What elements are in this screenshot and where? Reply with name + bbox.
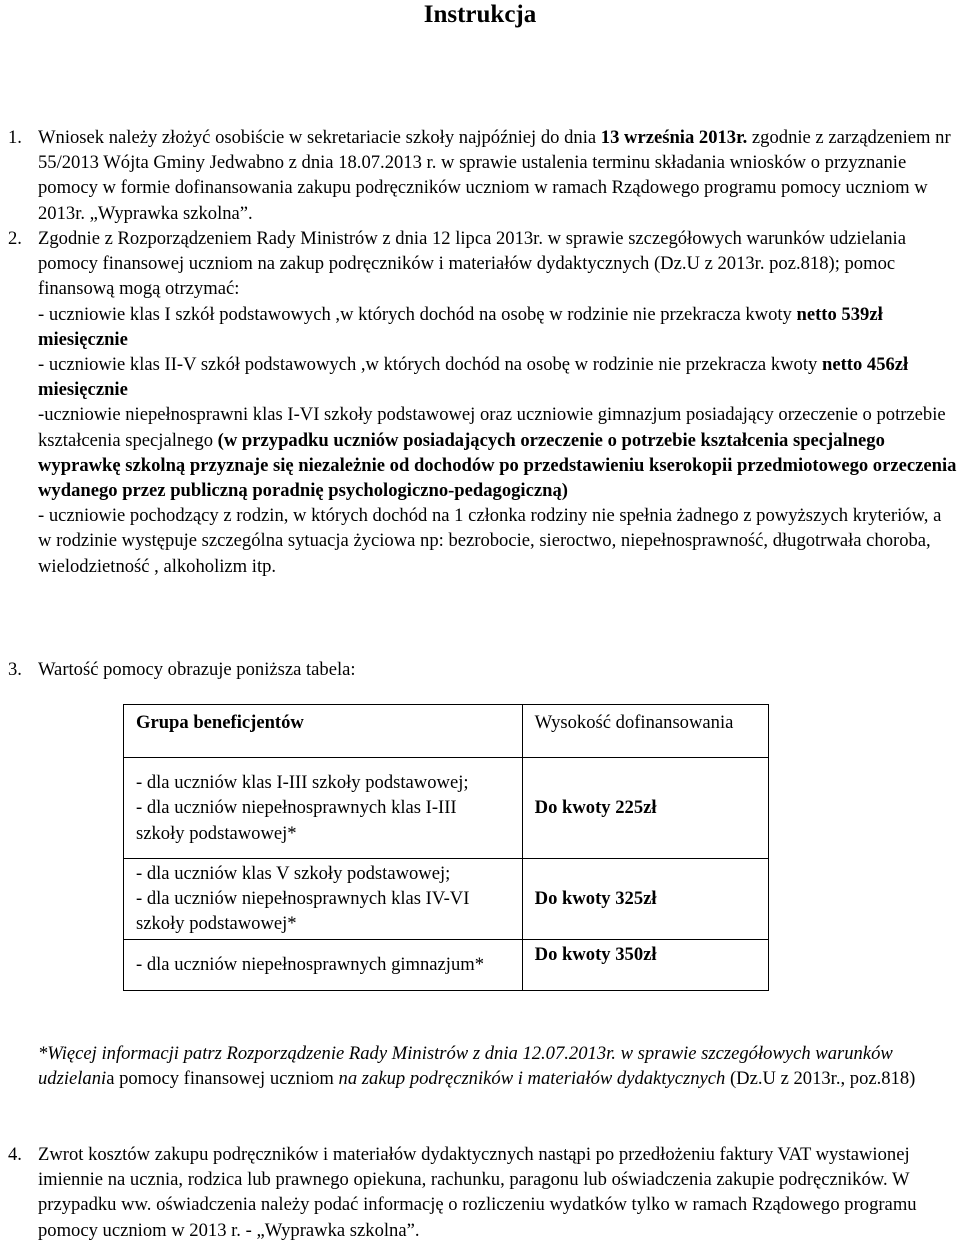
eligibility-class1-text: - uczniowie klas I szkół podstawowych ,w których dochód na osobę w rodzinie nie przekracza kwoty [38,303,797,325]
table-cell-group: - dla uczniów klas I-III szkoły podstawowej; - dla uczniów niepełnosprawnych klas I-III szkoły podstawowej* [124,758,523,859]
table-cell-amount: Do kwoty 350zł [522,939,768,990]
section-1-text-a: Wniosek należy złożyć osobiście w sekretariacie szkoły najpóźniej do dnia [38,127,601,148]
footnote-plain-b: (Dz.U z 2013r., poz.818) [725,1068,916,1090]
section-3-number: 3. [8,659,22,680]
table-cell-amount: Do kwoty 225zł [522,758,768,859]
section-1-number: 1. [8,127,22,148]
eligibility-disabled-text: -uczniowie niepełnosprawni klas I-VI szkoły podstawowej oraz uczniowie gimnazjum posiadający orzeczenie o potrzebie kształcenia specjalnego [38,404,946,451]
page-title: Instrukcja [423,1,537,28]
section-4-number: 4. [8,1144,22,1165]
footnote-italic-b: na zakup podręczników i materiałów dydaktycznych [338,1068,726,1090]
table-cell-group: - dla uczniów klas V szkoły podstawowej; - dla uczniów niepełnosprawnych klas IV-VI szkoły podstawowej* [124,859,523,940]
section-1-deadline: 13 września 2013r. [600,127,748,148]
footnote-plain-a: a pomocy finansowej uczniom [106,1068,339,1090]
table-cell-amount: Do kwoty 325zł [522,859,768,940]
table-row [124,859,769,940]
section-1-text-b: zgodnie z zarządzeniem nr 55/2013 Wójta Gminy Jedwabno z dnia 18.07.2013 r. w sprawie ustalenia terminu składania wniosków o przyznanie pomocy w formie dofinansowania zakupu podręczników uczniom w ramach Rządowego programu pomocy uczniom w 2013r. „Wyprawka szkolna”. [38,127,951,224]
eligibility-special-situation: - uczniowie pochodzący z rodzin, w których dochód na 1 członka rodziny nie spełnia żadnego z powyższych kryteriów, a w rodzinie występuje szczególna sytuacja życiowa np: bezrobocie, sieroctwo, niepełnosprawność, długotrwała choroba, wielodzietność , alkoholizm itp. [38,505,942,577]
section-3-text: Wartość pomocy obrazuje poniższa tabela: [38,659,356,680]
table-cell-group: - dla uczniów niepełnosprawnych gimnazjum* [124,939,523,990]
table-header-row [124,705,769,758]
footnote [38,1041,959,1091]
section-4 [8,1142,959,1243]
benefit-table [123,704,769,991]
table-header-amount: Wysokość dofinansowania [522,705,768,758]
table-row [124,939,769,990]
section-2-intro: Zgodnie z Rozporządzeniem Rady Ministrów z dnia 12 lipca 2013r. w sprawie szczegółowych warunków udzielania pomocy finansowej uczniom na zakup podręczników i materiałów dydaktycznych (Dz.U z 2013r. poz.818); pomoc finansową mogą otrzymać: [38,228,906,300]
section-3 [8,657,959,682]
table-header-group: Grupa beneficjentów [124,705,523,758]
eligibility-class2-5-text: - uczniowie klas II-V szkół podstawowych ,w których dochód na osobę w rodzinie nie przekracza kwoty [38,354,822,376]
eligibility-class1-limit: netto 539zł miesięcznie [38,303,883,350]
section-2 [8,226,959,579]
section-1 [8,125,959,226]
section-2-number: 2. [8,228,22,249]
footnote-italic-a: *Więcej informacji patrz Rozporządzenie Rady Ministrów z dnia 12.07.2013r. w sprawie szczegółowych warunków udzielani [38,1043,893,1090]
table-row [124,758,769,859]
section-4-text: Zwrot kosztów zakupu podręczników i materiałów dydaktycznych nastąpi po przedłożeniu faktury VAT wystawionej imiennie na ucznia, rodzica lub prawnego opiekuna, rachunku, paragonu lub oświadczenia zakupie podręczników. W przypadku ww. oświadczenia należy podać informację o rozliczeniu wydatków tylko w ramach Rządowego programu pomocy uczniom w 2013 r. - „Wyprawka szkolna”. [38,1144,917,1241]
eligibility-disabled-note: (w przypadku uczniów posiadających orzeczenie o potrzebie kształcenia specjalnego wyprawkę szkolną przyznaje się niezależnie od dochodów po przedstawieniu kserokopii przedmiotowego orzeczenia wydanego przez publiczną poradnię psychologiczno-pedagogiczną) [38,429,957,502]
eligibility-class2-5-limit: netto 456zł miesięcznie [38,354,909,401]
